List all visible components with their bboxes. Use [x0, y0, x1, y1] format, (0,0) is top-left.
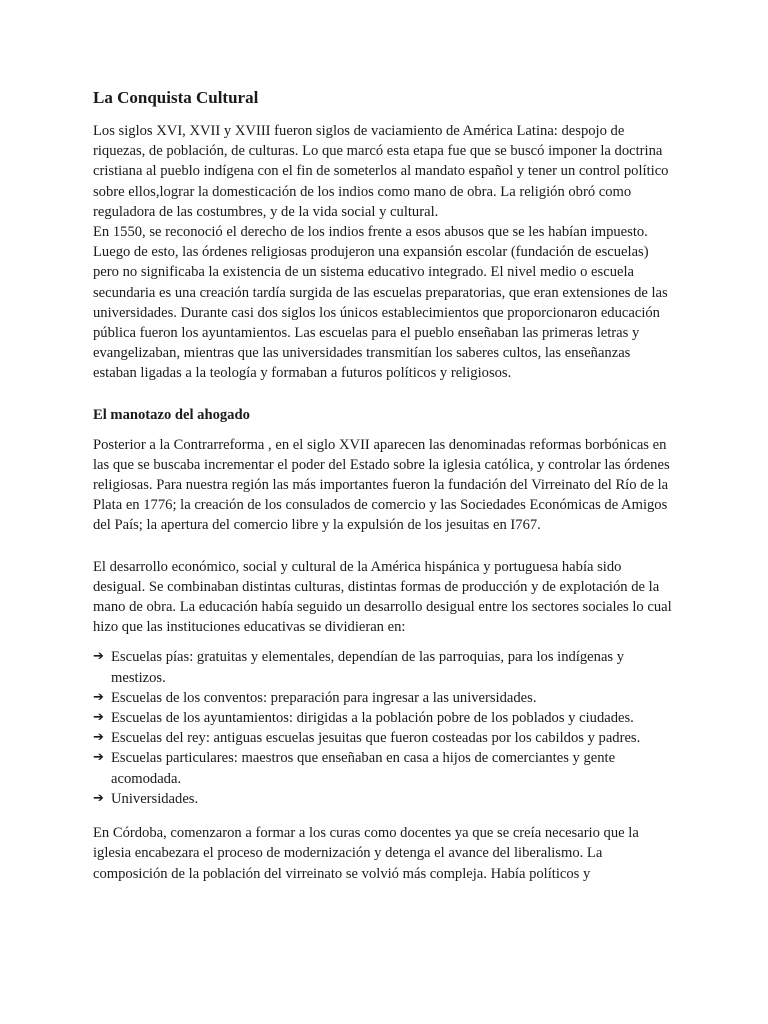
arrow-right-icon: ➔ — [93, 750, 104, 766]
document-title: La Conquista Cultural — [93, 88, 259, 107]
list-item — [93, 688, 673, 708]
school-types-list — [93, 647, 673, 809]
list-item-text: Escuelas pías: gratuitas y elementales, dependían de las parroquias, para los indígenas y mestizos. — [111, 649, 625, 686]
paragraph-uneven-development: El desarrollo económico, social y cultural de la América hispánica y portuguesa había sido desigual. Se combinaban distintas culturas, distintas formas de producción y de explotación de la mano de obra. La educación había seguido un desarrollo desigual entre los sectores sociales lo cual hizo que las instituciones educativas se dividieran en: — [93, 558, 672, 636]
arrow-right-icon: ➔ — [93, 710, 104, 726]
arrow-right-icon: ➔ — [93, 689, 104, 705]
document-page — [93, 86, 673, 884]
paragraph-cordoba: En Córdoba, comenzaron a formar a los curas como docentes ya que se creía necesario que la iglesia encabezara el proceso de modernización y detenga el avance del liberalismo. La composición de la población del virreinato se volvió más compleja. Había políticos y — [93, 825, 639, 882]
list-item — [93, 647, 673, 687]
paragraph-intro: Los siglos XVI, XVII y XVIII fueron siglos de vaciamiento de América Latina: despojo de riquezas, de población, de culturas. Lo que marcó esta etapa fue que se buscó imponer la doctrina cristiana al pueblo indígena con el fin de someterlos al mandato español y tener un control político sobre ellos,lograr la domesticación de los indios como mano de obra. La religión obró como reguladora de las costumbres, y de la vida social y cultural. — [93, 123, 669, 220]
arrow-right-icon: ➔ — [93, 730, 104, 746]
list-item-text: Escuelas del rey: antiguas escuelas jesuitas que fueron costeadas por los cabildos y padres. — [111, 730, 641, 747]
list-item — [93, 728, 673, 748]
list-item — [93, 789, 673, 809]
arrow-right-icon: ➔ — [93, 790, 104, 806]
list-item — [93, 748, 673, 788]
list-item-text: Escuelas particulares: maestros que enseñaban en casa a hijos de comerciantes y gente acomodada. — [111, 750, 616, 787]
section-heading: El manotazo del ahogado — [93, 406, 250, 423]
list-item-text: Escuelas de los conventos: preparación para ingresar a las universidades. — [111, 689, 537, 706]
arrow-right-icon: ➔ — [93, 649, 104, 665]
list-item-text: Escuelas de los ayuntamientos: dirigidas a la población pobre de los poblados y ciudades. — [111, 710, 634, 727]
paragraph-borbonic-reforms: Posterior a la Contrarreforma , en el siglo XVII aparecen las denominadas reformas borbónicas en las que se buscaba incrementar el poder del Estado sobre la iglesia católica, y controlar las órdenes religiosas. Para nuestra región las más importantes fueron la fundación del Virreinato del Río de la Plata en 1776; la creación de los consulados de comercio y las Sociedades Económicas de Amigos del País; la apertura del comercio libre y la expulsión de los jesuitas en I767. — [93, 436, 670, 534]
list-item — [93, 708, 673, 728]
paragraph-1550: En 1550, se reconoció el derecho de los indios frente a esos abusos que se les habían impuesto. Luego de esto, las órdenes religiosas produjeron una expansión escolar (fundación de escuelas) pero no significaba la existencia de un sistema educativo integrado. El nivel medio o escuela secundaria es una creación tardía surgida de las escuelas preparatorias, que eran extensiones de las universidades. Durante casi dos siglos los únicos establecimientos que proporcionaron educación pública fueron los ayuntamientos. Las escuelas para el pueblo enseñaban las primeras letras y evangelizaban, mientras que las universidades transmitían los saberes cultos, las enseñanzas estaban ligadas a la teología y formaban a futuros políticos y religiosos. — [93, 224, 668, 382]
list-item-text: Universidades. — [111, 790, 199, 807]
